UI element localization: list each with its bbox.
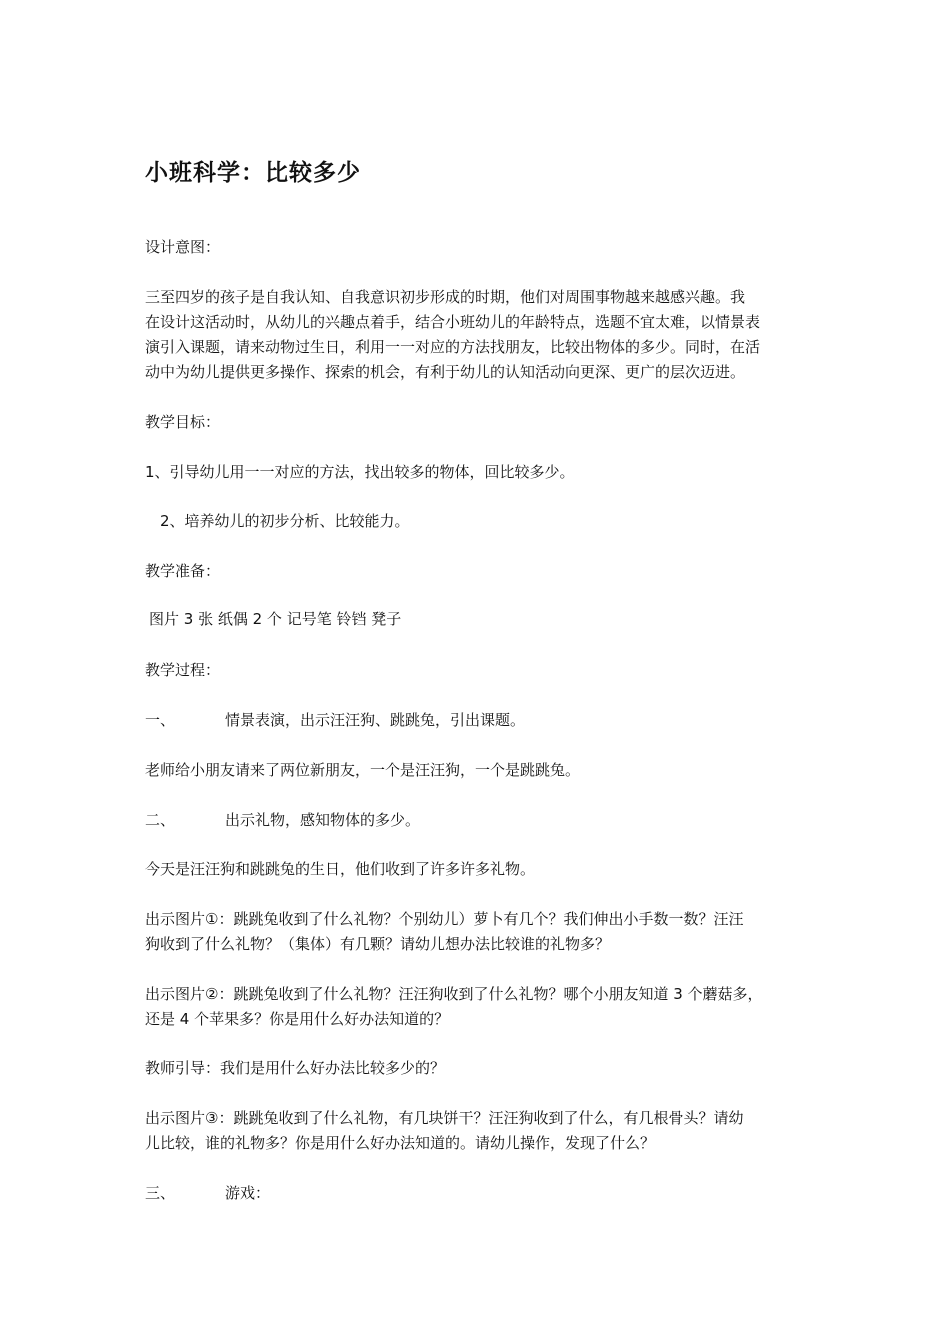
text-line: 演引入课题，请来动物过生日，利用一一对应的方法找朋友，比较出物体的多少。同时，在活 [145,338,761,356]
text-line: 儿比较，谁的礼物多？你是用什么好办法知道的。请幼儿操作，发现了什么？ [145,1134,656,1152]
text-line: 三至四岁的孩子是自我认知、自我意识初步形成的时期，他们对周围事物越来越感兴趣。我 [145,288,746,306]
text-line: 动中为幼儿提供更多操作、探索的机会，有利于幼儿的认知活动向更深、更广的层次迈进。 [145,363,746,381]
step-2-detail: 今天是汪汪狗和跳跳兔的生日，他们收到了许多许多礼物。 [145,860,536,878]
prep-items: 图片 3 张 纸偶 2 个 记号笔 铃铛 凳子 [149,610,402,628]
step-1-detail: 老师给小朋友请来了两位新朋友，一个是汪汪狗，一个是跳跳兔。 [145,761,581,779]
step-text: 游戏： [225,1184,271,1202]
goal-1: 1、引导幼儿用一一对应的方法，找出较多的物体，回比较多少。 [145,463,575,481]
picture-3-paragraph [145,1106,743,1156]
picture-1-paragraph [145,907,743,957]
step-1 [145,708,525,733]
text-line: 在设计这活动时，从幼儿的兴趣点着手，结合小班幼儿的年龄特点，选题不宜太难，以情景表 [145,313,761,331]
picture-2-paragraph [145,982,763,1032]
process-label: 教学过程： [145,661,221,679]
teacher-guide: 教师引导：我们是用什么好办法比较多少的？ [145,1059,446,1077]
step-2 [145,808,420,833]
step-number: 二、 [145,811,176,829]
text-line: 狗收到了什么礼物？（集体）有几颗？请幼儿想办法比较谁的礼物多？ [145,935,611,953]
design-paragraph [145,285,760,385]
step-text: 出示礼物，感知物体的多少。 [225,811,421,829]
step-text: 情景表演，出示汪汪狗、跳跳兔，引出课题。 [225,711,526,729]
text-line: 出示图片③：跳跳兔收到了什么礼物，有几块饼干？汪汪狗收到了什么，有几根骨头？请幼 [145,1109,744,1127]
text-line: 出示图片②：跳跳兔收到了什么礼物？汪汪狗收到了什么礼物？哪个小朋友知道 3 个蘑菇多， [145,985,763,1003]
text-line: 出示图片①：跳跳兔收到了什么礼物？个别幼儿）萝卜有几个？我们伸出小手数一数？汪汪 [145,910,744,928]
prep-label: 教学准备： [145,562,221,580]
text-line: 还是 4 个苹果多？你是用什么好办法知道的？ [145,1010,450,1028]
goals-label: 教学目标： [145,413,221,431]
step-3 [145,1181,270,1206]
step-number: 三、 [145,1184,176,1202]
design-label: 设计意图： [145,238,221,256]
goal-2: 2、培养幼儿的初步分析、比较能力。 [160,512,410,530]
step-number: 一、 [145,711,176,729]
document-title: 小班科学：比较多少 [145,160,361,186]
